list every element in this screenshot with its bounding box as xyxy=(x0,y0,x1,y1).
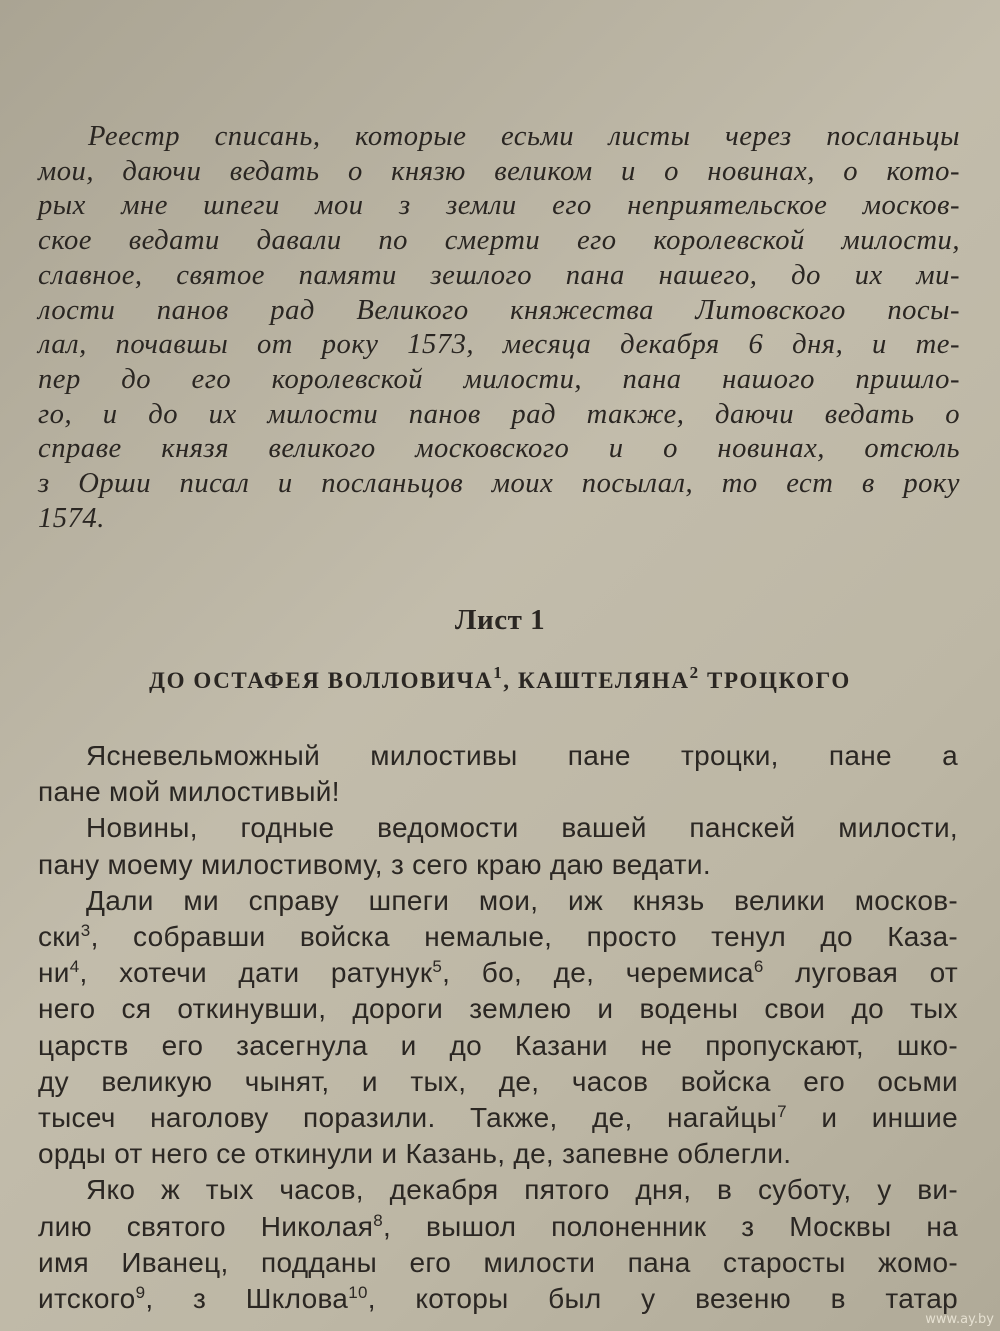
addressee-text: , КАШТЕЛЯНА xyxy=(503,668,690,693)
body-text: , собравши войска немалые, просто тенул до Каза- xyxy=(90,921,958,953)
footnote-marker: 9 xyxy=(135,1283,146,1303)
intro-line: лал, почавшы от року 1573, месяца декабря 6 дня, и те- xyxy=(38,329,960,361)
body-line: пану моему милостивому, з сего краю даю ведати. xyxy=(38,848,711,880)
site-watermark: www.ay.by xyxy=(925,1312,994,1327)
footnote-marker: 7 xyxy=(777,1102,787,1122)
letter-addressee xyxy=(0,663,1000,694)
footnote-marker: 6 xyxy=(753,957,764,977)
intro-line: Реестр списань, которые есьми листы через посланьцы xyxy=(88,121,960,152)
body-text: лию святого Николая xyxy=(38,1210,374,1242)
intro-line: 1574. xyxy=(38,502,105,534)
body-line xyxy=(38,919,958,955)
intro-line: славное, святое памяти зешлого пана нашего, до их ми- xyxy=(38,259,960,291)
intro-line: рых мне шпеги мои з земли его неприятельское москов- xyxy=(38,190,960,222)
body-line: орды от него се откинули и Казань, де, запевне облегли. xyxy=(38,1138,792,1170)
intro-line: ское ведати давали по смерти его королевской милости, xyxy=(38,225,960,257)
addressee-text: ТРОЦКОГО xyxy=(699,668,851,693)
register-intro xyxy=(38,120,960,536)
intro-line: з Орши писал и посланьцов моих посылал, то ест в року xyxy=(38,468,960,500)
body-text: , которы был у везеню в татар xyxy=(367,1283,959,1315)
footnote-marker: 5 xyxy=(432,957,443,977)
footnote-marker: 1 xyxy=(493,663,504,682)
body-text: ни xyxy=(38,957,70,989)
body-line xyxy=(38,1100,958,1136)
intro-line: пер до его королевской милости, пана нашого пришло- xyxy=(38,363,960,395)
body-text: и иншие xyxy=(786,1102,958,1134)
intro-line: мои, даючи ведать о князю великом и о новинах, о кото- xyxy=(38,155,960,187)
body-line xyxy=(38,1209,958,1245)
body-line: него ся откинувши, дороги землею и водены свои до тых xyxy=(38,993,958,1025)
body-line xyxy=(38,955,958,991)
body-line: Ясневельможный милостивы пане троцки, пане а xyxy=(86,740,958,771)
body-line: ду великую чынят, и тых, де, часов войска его осьми xyxy=(38,1065,958,1097)
letter-body xyxy=(38,738,958,1317)
body-text: луговая от xyxy=(763,957,958,989)
footnote-marker: 2 xyxy=(689,663,700,682)
body-text: ски xyxy=(38,921,81,953)
body-text: , бо, де, черемиса xyxy=(442,957,754,989)
body-line: Новины, годные ведомости вашей панскей милости, xyxy=(86,812,958,844)
footnote-marker: 10 xyxy=(348,1283,368,1303)
footnote-marker: 8 xyxy=(373,1210,384,1230)
body-line: Яко ж тых часов, декабря пятого дня, в суботу, у ви- xyxy=(86,1174,958,1206)
intro-line: лости панов рад Великого княжества Литовского посы- xyxy=(38,294,960,326)
body-text: , хотечи дати ратунук xyxy=(79,957,433,989)
footnote-marker: 3 xyxy=(80,921,91,941)
body-text: тысеч наголову поразили. Также, де, нагайцы xyxy=(38,1102,778,1134)
body-text: итского xyxy=(38,1283,136,1315)
intro-line: го, и до их милости панов рад также, даючи ведать о xyxy=(38,398,960,430)
body-line xyxy=(38,1281,958,1317)
body-line: Дали ми справу шпеги мои, иж князь велики москов- xyxy=(86,884,958,916)
body-text: , з Шклова xyxy=(145,1283,349,1315)
sheet-title: Лист 1 xyxy=(454,604,546,636)
footnote-marker: 4 xyxy=(69,957,80,977)
body-line: пане мой милостивый! xyxy=(38,776,340,808)
intro-line: справе князя великого московского и о новинах, отсюль xyxy=(38,433,960,465)
body-line: имя Иванец, подданы его милости пана старосты жомо- xyxy=(38,1246,958,1278)
body-text: , вышол полоненник з Москвы на xyxy=(383,1210,958,1242)
body-line: царств его засегнула и до Казани не пропускают, шко- xyxy=(38,1029,958,1061)
addressee-text: ДО ОСТАФЕЯ ВОЛЛОВИЧА xyxy=(149,668,494,693)
